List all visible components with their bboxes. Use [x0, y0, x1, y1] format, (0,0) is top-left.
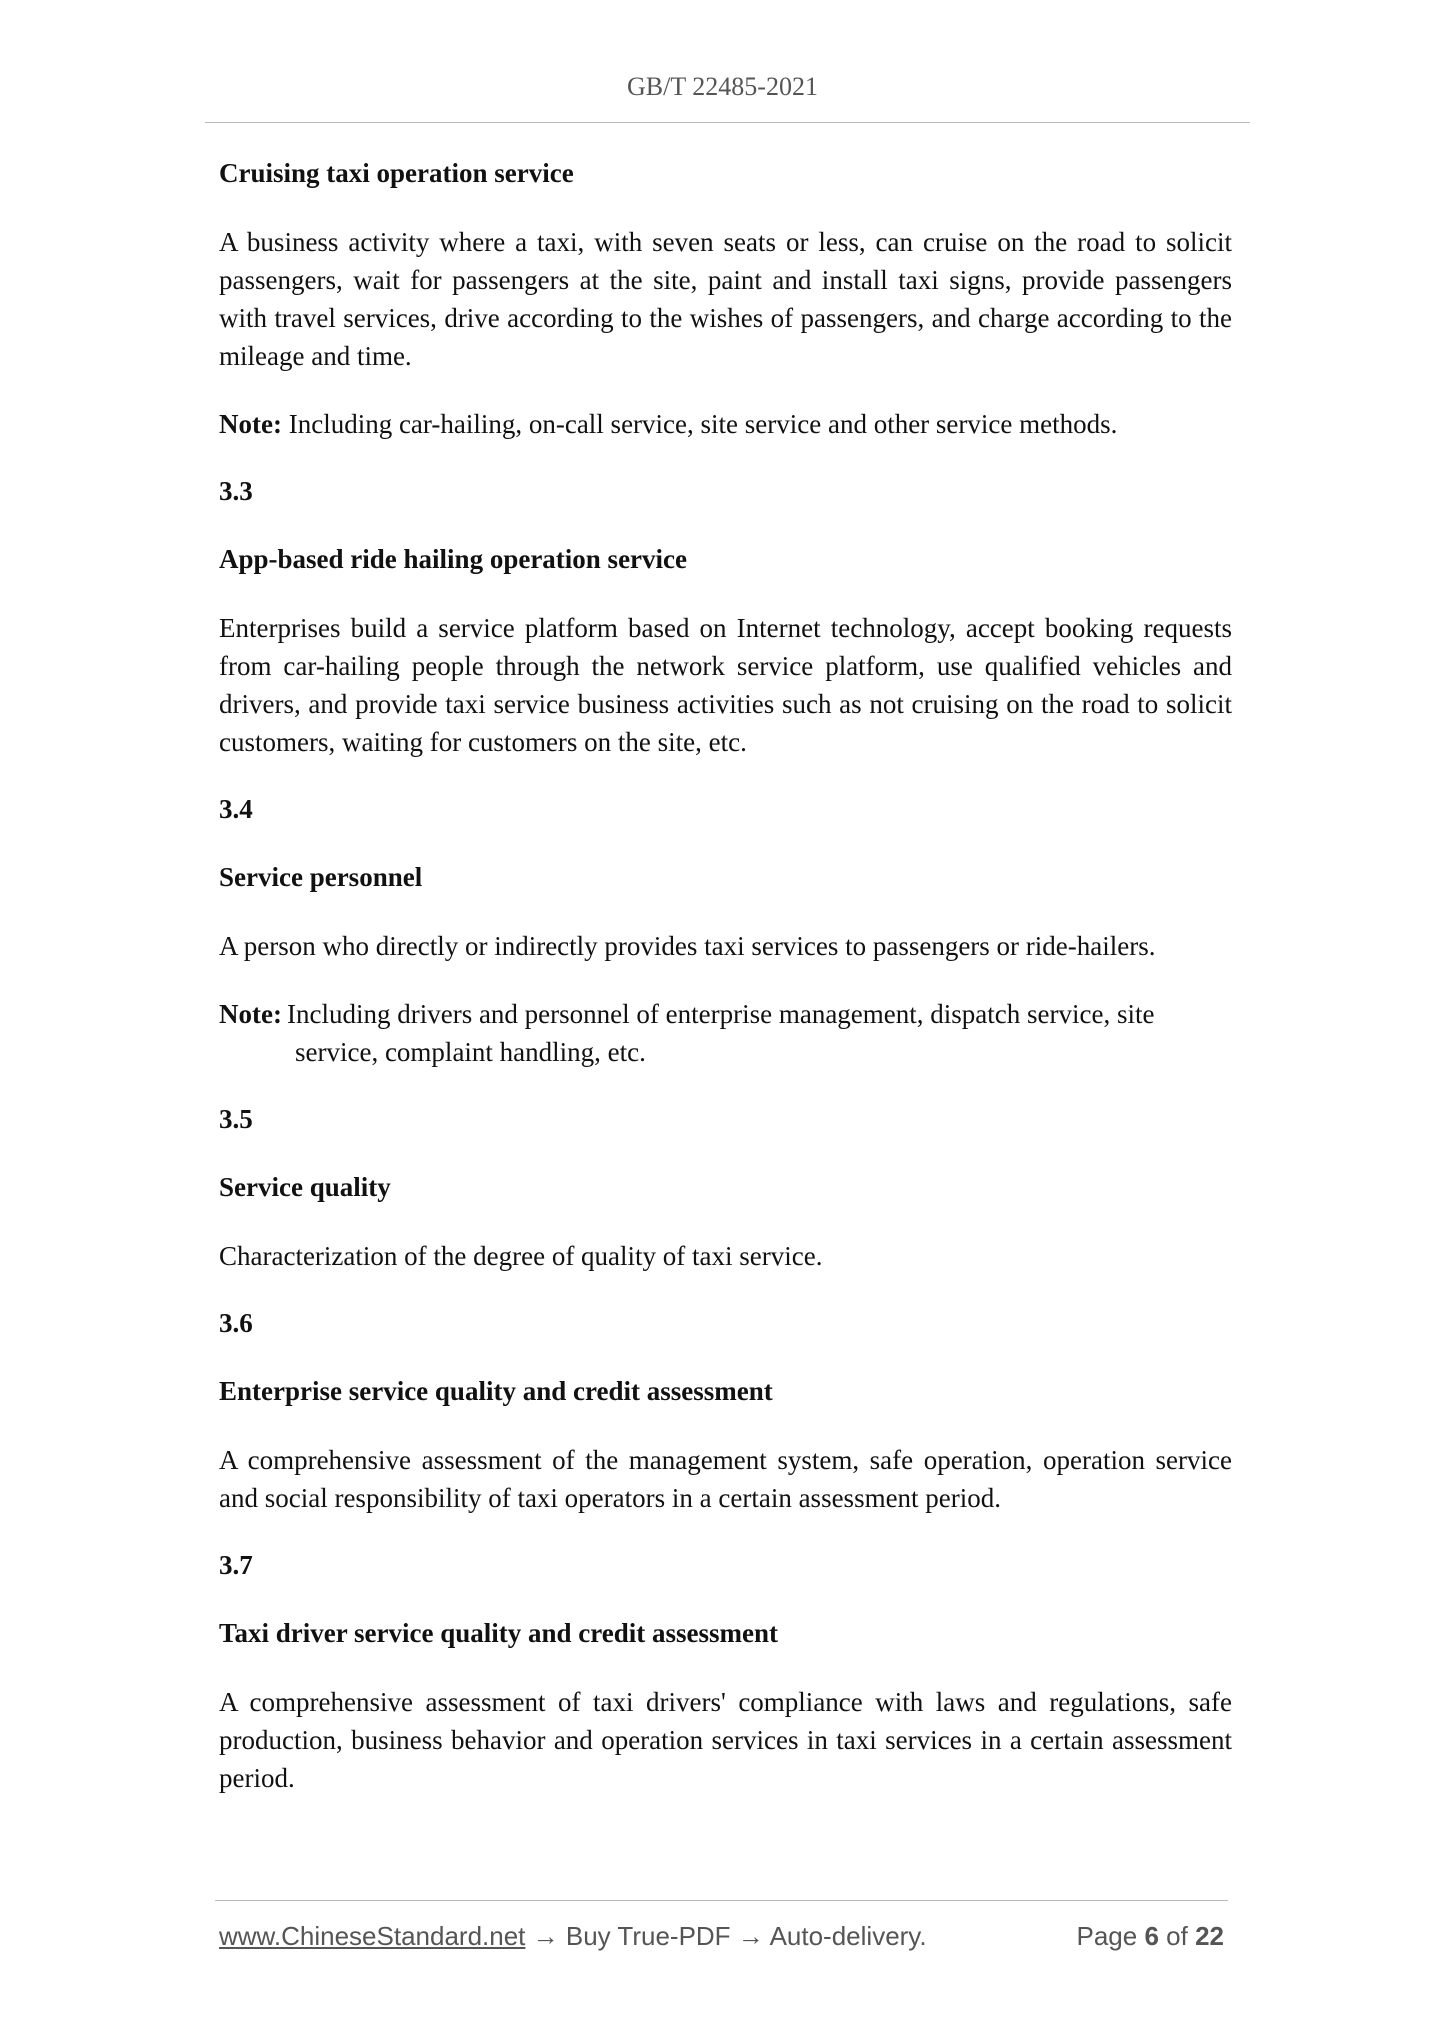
note-label: Note:: [219, 409, 282, 439]
of-word: of: [1166, 1921, 1188, 1951]
header-divider: [205, 122, 1250, 123]
note-text: Including car-hailing, on-call service, site service and other service methods.: [288, 409, 1118, 439]
footer-tagline: → Buy True-PDF → Auto-delivery.: [525, 1921, 927, 1951]
term-title-service-personnel: Service personnel: [219, 862, 423, 892]
page-word: Page: [1076, 1921, 1138, 1951]
term-title-cruising-taxi: Cruising taxi operation service: [219, 158, 574, 188]
clause-number-3-7: 3.7: [219, 1550, 253, 1580]
term-title-driver-assessment: Taxi driver service quality and credit assessment: [219, 1618, 778, 1648]
term-definition-cruising-taxi: A business activity where a taxi, with seven seats or less, can cruise on the road to solicit passengers, wait for passengers at the site, paint and install taxi signs, provide passengers with travel services, drive according to the wishes of passengers, and charge according to the mileage and time.: [219, 227, 1232, 371]
clause-number-3-4: 3.4: [219, 794, 253, 824]
clause-number-3-6: 3.6: [219, 1308, 253, 1338]
term-definition-driver-assessment: A comprehensive assessment of taxi drivers' compliance with laws and regulations, safe production, business behavior and operation services in taxi services in a certain assessment period.: [219, 1687, 1232, 1793]
clause-number-3-5: 3.5: [219, 1104, 253, 1134]
term-definition-enterprise-assessment: A comprehensive assessment of the management system, safe operation, operation service and social responsibility of taxi operators in a certain assessment period.: [219, 1445, 1232, 1513]
current-page-number: 6: [1144, 1921, 1159, 1951]
term-definition-app-based: Enterprises build a service platform based on Internet technology, accept booking requests from car-hailing people through the network service platform, use qualified vehicles and drivers, and provide taxi service business activities such as not cruising on the road to solicit customers, waiting for customers on the site, etc.: [219, 613, 1232, 757]
page-indicator: [1076, 1921, 1224, 1952]
clause-number-3-3: 3.3: [219, 476, 253, 506]
term-title-app-based: App-based ride hailing operation service: [219, 544, 688, 574]
term-title-enterprise-assessment: Enterprise service quality and credit assessment: [219, 1376, 773, 1406]
footer-divider: [215, 1900, 1228, 1901]
document-code: GB/T 22485-2021: [627, 72, 818, 101]
note-label: Note:: [219, 999, 282, 1029]
note-service-personnel: [219, 995, 1232, 1071]
note-cruising-taxi: [219, 405, 1232, 443]
document-content: [219, 155, 1232, 1827]
term-definition-service-personnel: A person who directly or indirectly provides taxi services to passengers or ride-hailers.: [219, 931, 1156, 961]
website-link[interactable]: www.ChineseStandard.net: [219, 1921, 526, 1951]
note-text: Including drivers and personnel of enterprise management, dispatch service, site service, complaint handling, etc.: [287, 999, 1155, 1067]
term-title-service-quality: Service quality: [219, 1172, 391, 1202]
term-definition-service-quality: Characterization of the degree of quality of taxi service.: [219, 1241, 823, 1271]
page-footer: [219, 1921, 1224, 1952]
total-page-count: 22: [1195, 1921, 1224, 1951]
